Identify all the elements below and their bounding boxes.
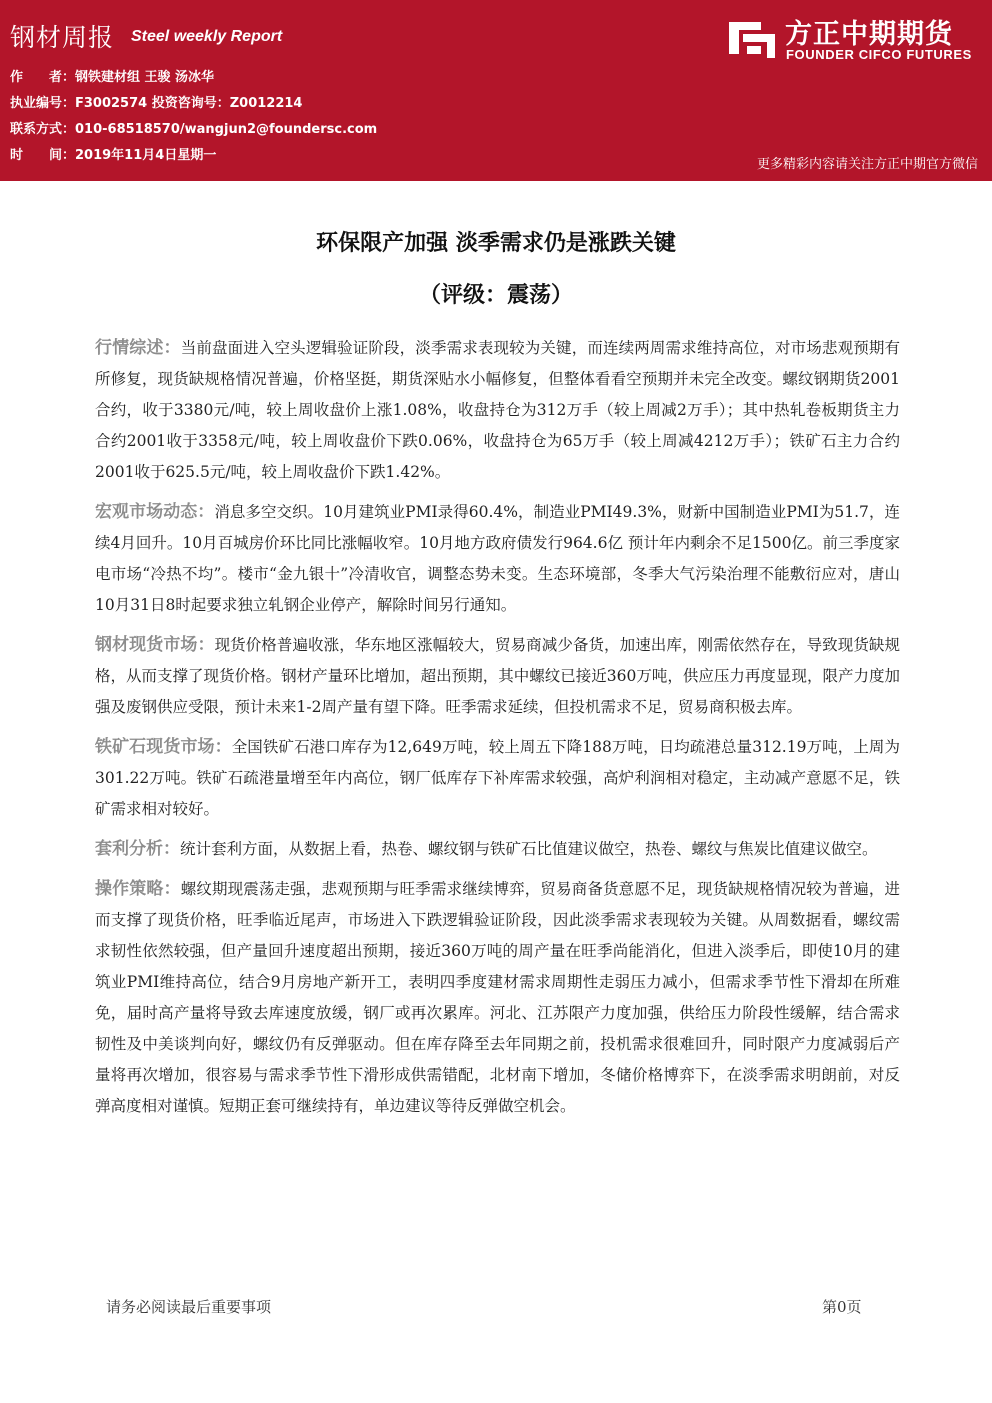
date-line: 时 间：2019年11月4日星期一	[10, 148, 217, 163]
section-market-overview	[95, 333, 900, 488]
section-text: 全国铁矿石港口库存为12,649万吨，较上周五下降188万吨，日均疏港总量312.19万吨，上周为301.22万吨。铁矿石疏港量增至年内高位，钢厂低库存下补库需求较强，高炉利润相对稳定，主动减产意愿不足，铁矿需求相对较好。	[95, 738, 900, 818]
report-header	[0, 0, 992, 178]
license-line: 执业编号：F3002574 投资咨询号：Z0012214	[10, 96, 303, 111]
logo-text-en: FOUNDER CIFCO FUTURES	[786, 47, 972, 62]
header-divider	[0, 178, 992, 181]
section-iron-ore-spot	[95, 732, 900, 825]
section-heading: 宏观市场动态：	[95, 502, 215, 522]
section-macro	[95, 497, 900, 621]
contact-line: 联系方式：010-68518570/wangjun2@foundersc.com	[10, 122, 378, 137]
founder-logo-icon	[727, 16, 777, 60]
section-text: 消息多空交织。10月建筑业PMI录得60.4%，制造业PMI49.3%，财新中国制造业PMI为51.7，连续4月回升。10月百城房价环比同比涨幅收窄。10月地方政府债发行964.6亿 预计年内剩余不足1500亿。前三季度家电市场“冷热不均”。楼市“金九银十”冷清收官，调整态势未变。生态环境部，冬季大气污染治理不能敷衍应对，唐山10月31日8时起要求独立轧钢企业停产，解除时间另行通知。	[95, 503, 900, 614]
report-body	[95, 333, 900, 1131]
section-heading: 钢材现货市场：	[95, 635, 215, 655]
section-text: 统计套利方面，从数据上看，热卷、螺纹钢与铁矿石比值建议做空，热卷、螺纹与焦炭比值建议做空。	[180, 840, 878, 858]
section-strategy	[95, 874, 900, 1122]
section-heading: 铁矿石现货市场：	[95, 737, 232, 757]
section-steel-spot	[95, 630, 900, 723]
section-heading: 套利分析：	[95, 839, 180, 859]
section-heading: 行情综述：	[95, 338, 181, 358]
section-heading: 操作策略：	[95, 879, 181, 899]
section-text: 螺纹期现震荡走强，悲观预期与旺季需求继续博弈，贸易商备货意愿不足，现货缺规格情况较为普遍，进而支撑了现货价格，旺季临近尾声，市场进入下跌逻辑验证阶段，因此淡季需求表现较为关键。从周数据看，螺纹需求韧性依然较强，但产量回升速度超出预期，接近360万吨的周产量在旺季尚能消化，但进入淡季后，即使10月的建筑业PMI维持高位，结合9月房地产新开工，表明四季度建材需求周期性走弱压力减小，但需求季节性下滑却在所难免，届时高产量将导致去库速度放缓，钢厂或再次累库。河北、江苏限产力度加强，供给压力阶段性缓解，结合需求韧性及中美谈判向好，螺纹仍有反弹驱动。但在库存降至去年同期之前，投机需求很难回升，同时限产力度减弱后产量将再次增加，很容易与需求季节性下滑形成供需错配，北材南下增加，冬储价格博弈下，在淡季需求明朗前，对反弹高度相对谨慎。短期正套可继续持有，单边建议等待反弹做空机会。	[95, 880, 900, 1115]
page-number: 第0页	[822, 1298, 862, 1316]
section-text: 当前盘面进入空头逻辑验证阶段，淡季需求表现较为关键，而连续两周需求维持高位，对市场悲观预期有所修复，现货缺规格情况普遍，价格坚挺，期货深贴水小幅修复，但整体看看空预期并未完全改变。螺纹钢期货2001合约，收于3380元/吨，较上周收盘价上涨1.08%，收盘持仓为312万手（较上周减2万手）；其中热轧卷板期货主力合约2001收于3358元/吨，较上周收盘价下跌0.06%，收盘持仓为65万手（较上周减4212万手）；铁矿石主力合约2001收于625.5元/吨，较上周收盘价下跌1.42%。	[95, 339, 900, 481]
section-text: 现货价格普遍收涨，华东地区涨幅较大，贸易商减少备货，加速出库，刚需依然存在，导致现货缺规格，从而支撑了现货价格。钢材产量环比增加，超出预期，其中螺纹已接近360万吨，供应压力再度显现，限产力度加强及废钢供应受限，预计未来1-2周产量有望下降。旺季需求延续，但投机需求不足，贸易商积极去库。	[95, 636, 900, 716]
report-title-cn: 钢材周报	[10, 23, 115, 52]
document-title: 环保限产加强 淡季需求仍是涨跌关键	[316, 231, 676, 256]
footer-notice: 请务必阅读最后重要事项	[106, 1298, 272, 1316]
wechat-note: 更多精彩内容请关注方正中期官方微信	[756, 157, 978, 172]
report-title-en: Steel weekly Report	[131, 28, 283, 45]
section-arbitrage	[95, 834, 900, 865]
document-rating: （评级：震荡）	[418, 283, 573, 308]
author-line: 作 者：钢铁建材组 王骏 汤冰华	[10, 70, 215, 85]
logo-text-cn: 方正中期期货	[785, 19, 953, 50]
